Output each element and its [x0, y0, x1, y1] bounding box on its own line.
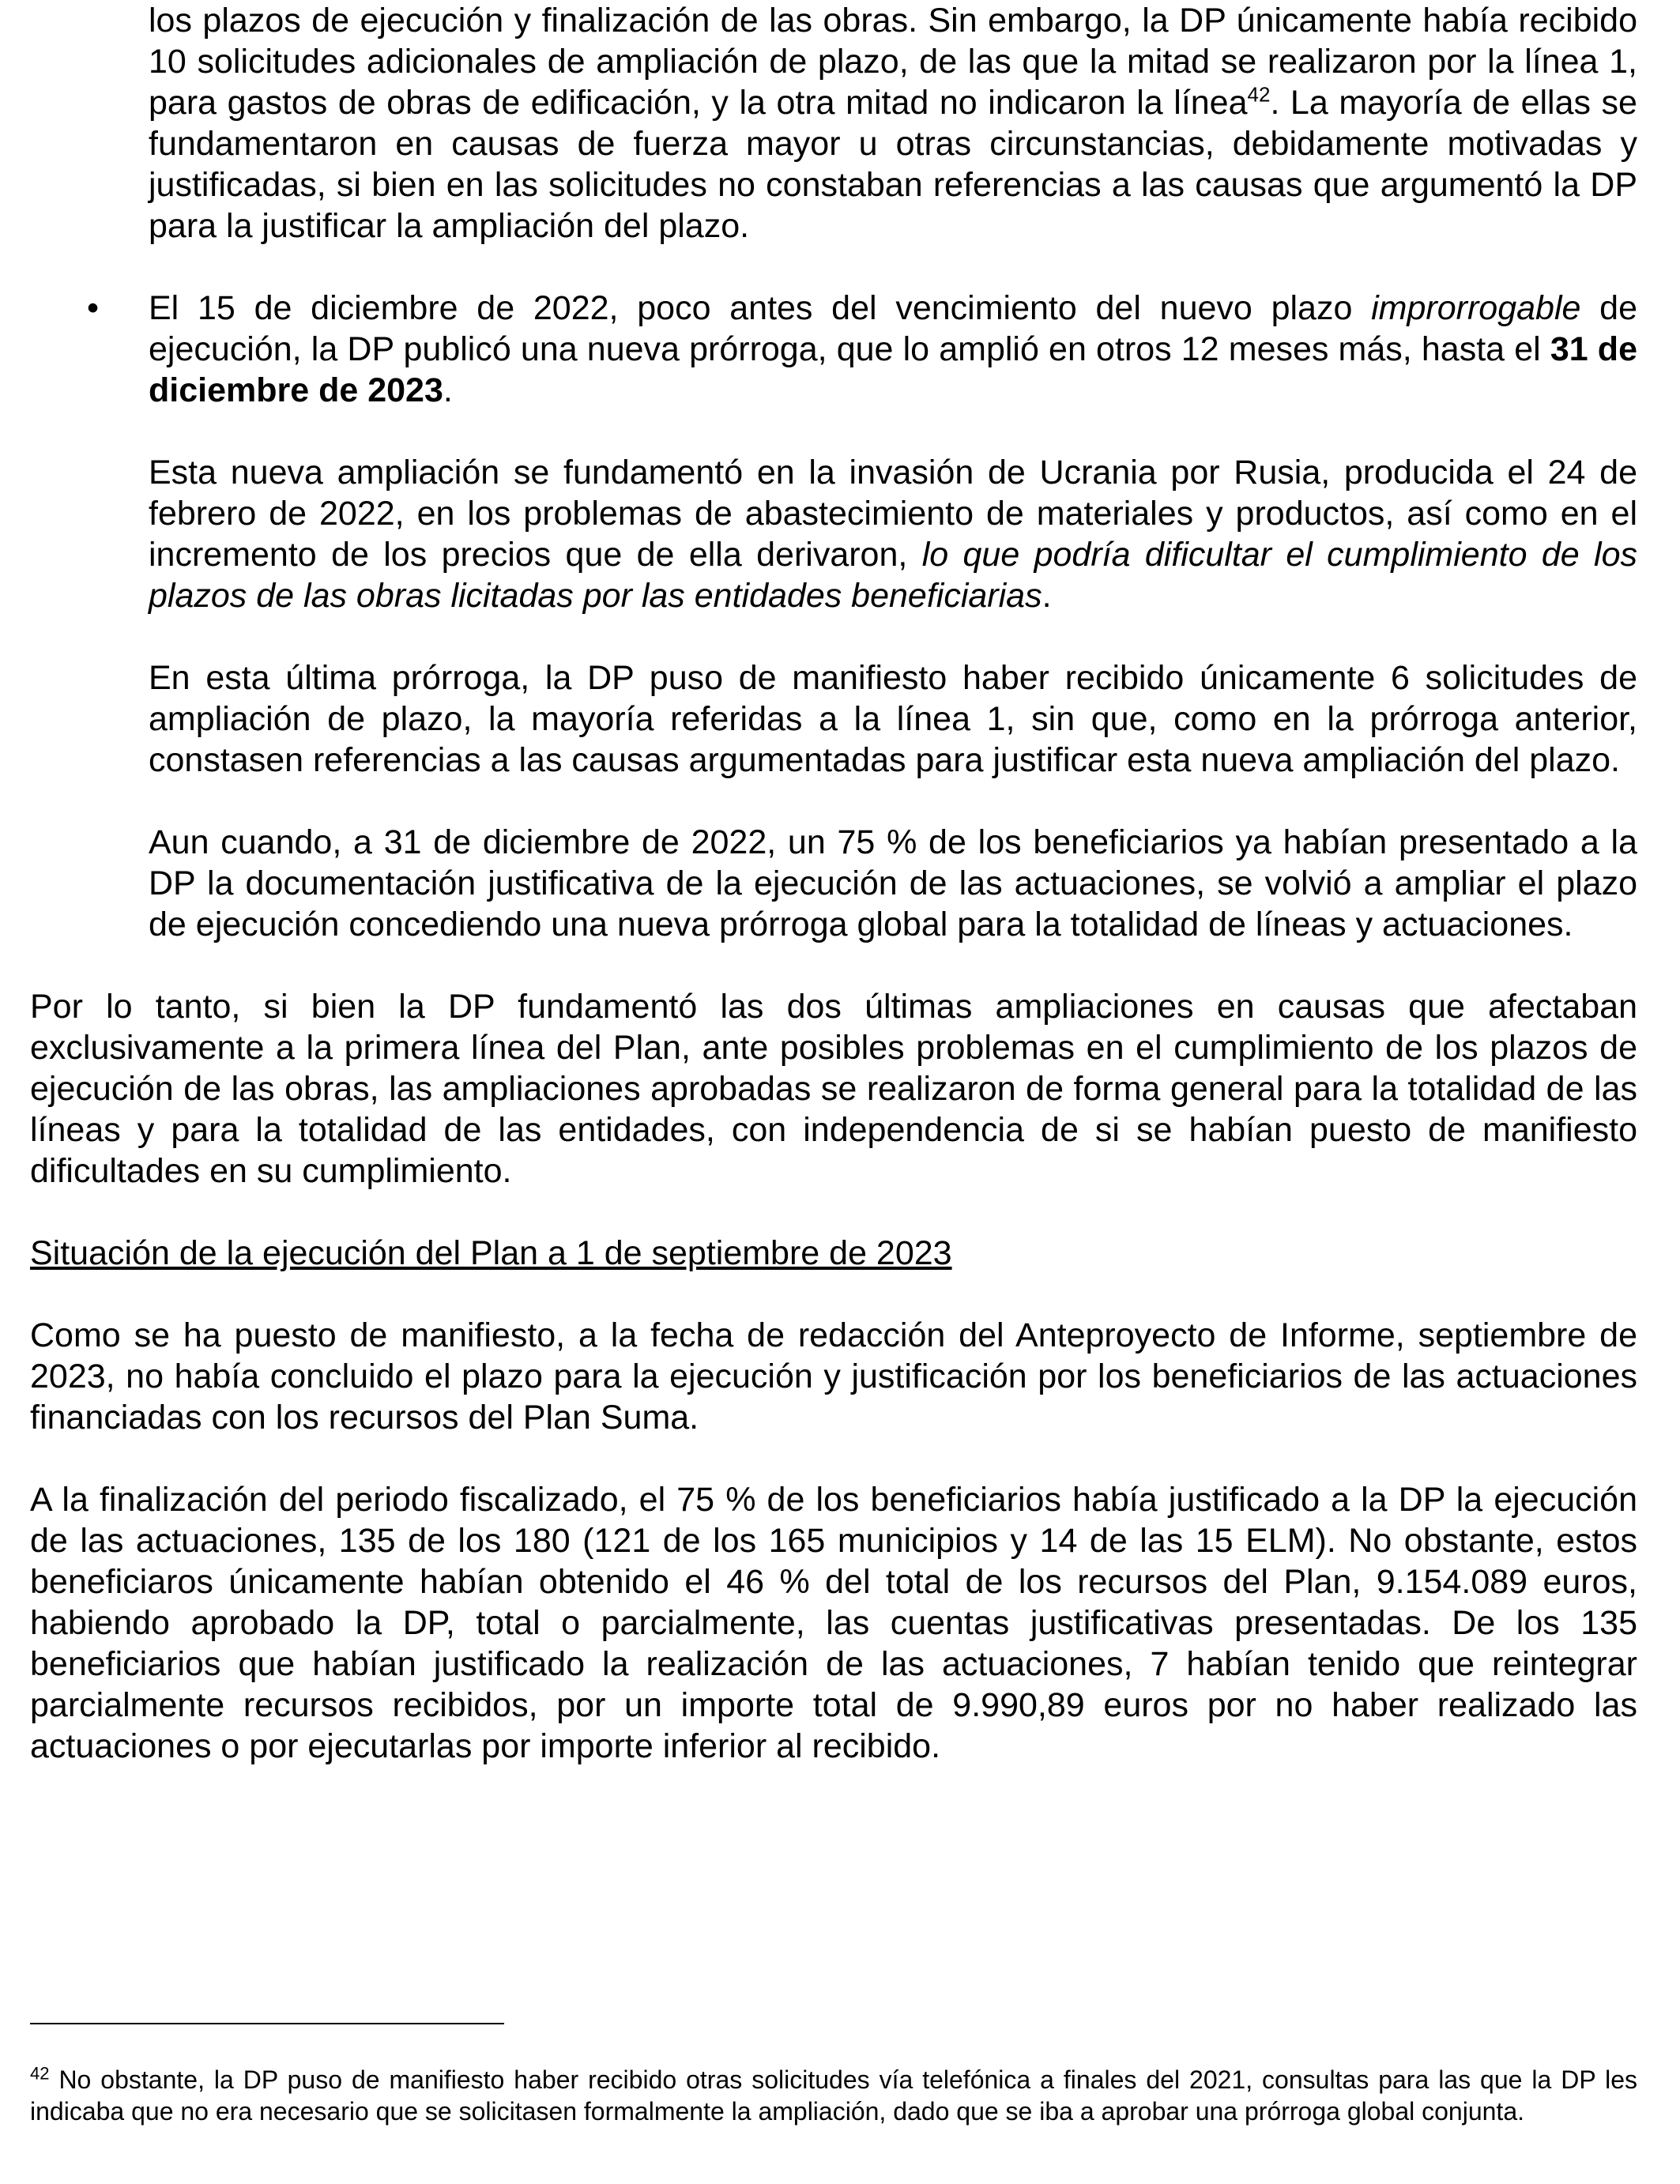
beneficiaries-paragraph: Aun cuando, a 31 de diciembre de 2022, un 75 % de los beneficiarios ya habían presentado a la DP la documentación justificativa de la ejecución de las actuaciones, se volvió a ampliar el plazo de ejecución concediendo una nueva prórroga global para la totalidad de líneas y actuaciones. — [149, 823, 1637, 943]
last-extension-paragraph: En esta última prórroga, la DP puso de manifiesto haber recibido únicamente 6 solicitudes de ampliación de plazo, la mayoría referidas a la línea 1, sin que, como en la prórroga anterior, constasen referencias a las causas argumentadas para justificar esta nueva ampliación del plazo. — [149, 659, 1637, 779]
situation-paragraph: Como se ha puesto de manifiesto, a la fecha de redacción del Anteproyecto de Informe, septiembre de 2023, no había concluido el plazo para la ejecución y justificación por los beneficiarios de las actuaciones financiadas con los recursos del Plan Suma. — [30, 1316, 1637, 1437]
conclusion-paragraph: Por lo tanto, si bien la DP fundamentó las dos últimas ampliaciones en causas que afectaban exclusivamente a la primera línea del Plan, ante posibles problemas en el cumplimiento de los plazos de ejecución de las obras, las ampliaciones aprobadas se realizaron de forma general para la totalidad de las líneas y para la totalidad de las entidades, con independencia de si se habían puesto de manifiesto dificultades en su cumplimiento. — [30, 988, 1637, 1190]
footnote-separator — [30, 2023, 504, 2024]
intro-paragraph — [149, 0, 1637, 247]
bullet-paragraph — [149, 288, 1637, 411]
ukraine-paragraph — [149, 452, 1637, 616]
section-heading: Situación de la ejecución del Plan a 1 de septiembre de 2023 — [30, 1234, 952, 1272]
bullet-text-b: de ejecución, la DP publicó una nueva prórroga, que lo amplió en otros 12 meses más, hasta el — [149, 289, 1638, 368]
intro-text-b: . La mayoría de ellas se fundamentaron en causas de fuerza mayor u otras circunstancias, debidamente motivadas y justificadas, si bien en las solicitudes no constaban referencias a las causas que argumentó la DP para la justificar la ampliación del plazo. — [149, 84, 1637, 245]
final-paragraph: A la finalización del periodo fiscalizado, el 75 % de los beneficiarios había justificado a la DP la ejecución de las actuaciones, 135 de los 180 (121 de los 165 municipios y 14 de las 15 ELM). No obstante, estos beneficiaros únicamente habían obtenido el 46 % del total de los recursos del Plan, 9.154.089 euros, habiendo aprobado la DP, total o parcialmente, las cuentas justificativas presentadas. De los 135 beneficiarios que habían justificado la realización de las actuaciones, 7 habían tenido que reintegrar parcialmente recursos recibidos, por un importe total de 9.990,89 euros por no haber realizado las actuaciones o por ejecutarlas por importe inferior al recibido. — [30, 1481, 1637, 1765]
document-page — [30, 0, 1637, 1767]
bullet-text-bold: 31 de diciembre de 2023 — [149, 330, 1637, 409]
ukraine-text-italic: lo que podría dificultar el cumplimiento de los plazos de las obras licitadas por las entidades beneficiarias — [149, 536, 1638, 615]
footnote-text: No obstante, la DP puso de manifiesto haber recibido otras solicitudes vía telefónica a finales del 2021, consultas para las que la DP les indicaba que no era necesario que se solicitasen formalmente la ampliación, dado que se iba a aprobar una prórroga global conjunta. — [30, 2065, 1637, 2126]
bullet-icon: • — [87, 289, 100, 327]
bullet-text-a: El 15 de diciembre de 2022, poco antes del vencimiento del nuevo plazo — [149, 289, 1372, 327]
footnote-reference[interactable]: 42 — [1247, 82, 1271, 107]
footnote-number: 42 — [30, 2063, 50, 2084]
bullet-item — [30, 288, 1637, 411]
bullet-text-italic: improrrogable — [1371, 289, 1581, 327]
intro-text-a: los plazos de ejecución y finalización de las obras. Sin embargo, la DP únicamente había recibido 10 solicitudes adicionales de ampliación de plazo, de las que la mitad se realizaron por la línea 1, para gastos de obras de edificación, y la otra mitad no indicaron la línea — [149, 2, 1637, 122]
bullet-text-c: . — [443, 371, 453, 409]
footnote — [30, 2064, 1637, 2127]
ukraine-text-b: . — [1042, 577, 1052, 615]
ukraine-text-a: Esta nueva ampliación se fundamentó en la invasión de Ucrania por Rusia, producida el 24 de febrero de 2022, en los problemas de abastecimiento de materiales y productos, así como en el incremento de los precios que de ella derivaron, — [149, 454, 1637, 574]
